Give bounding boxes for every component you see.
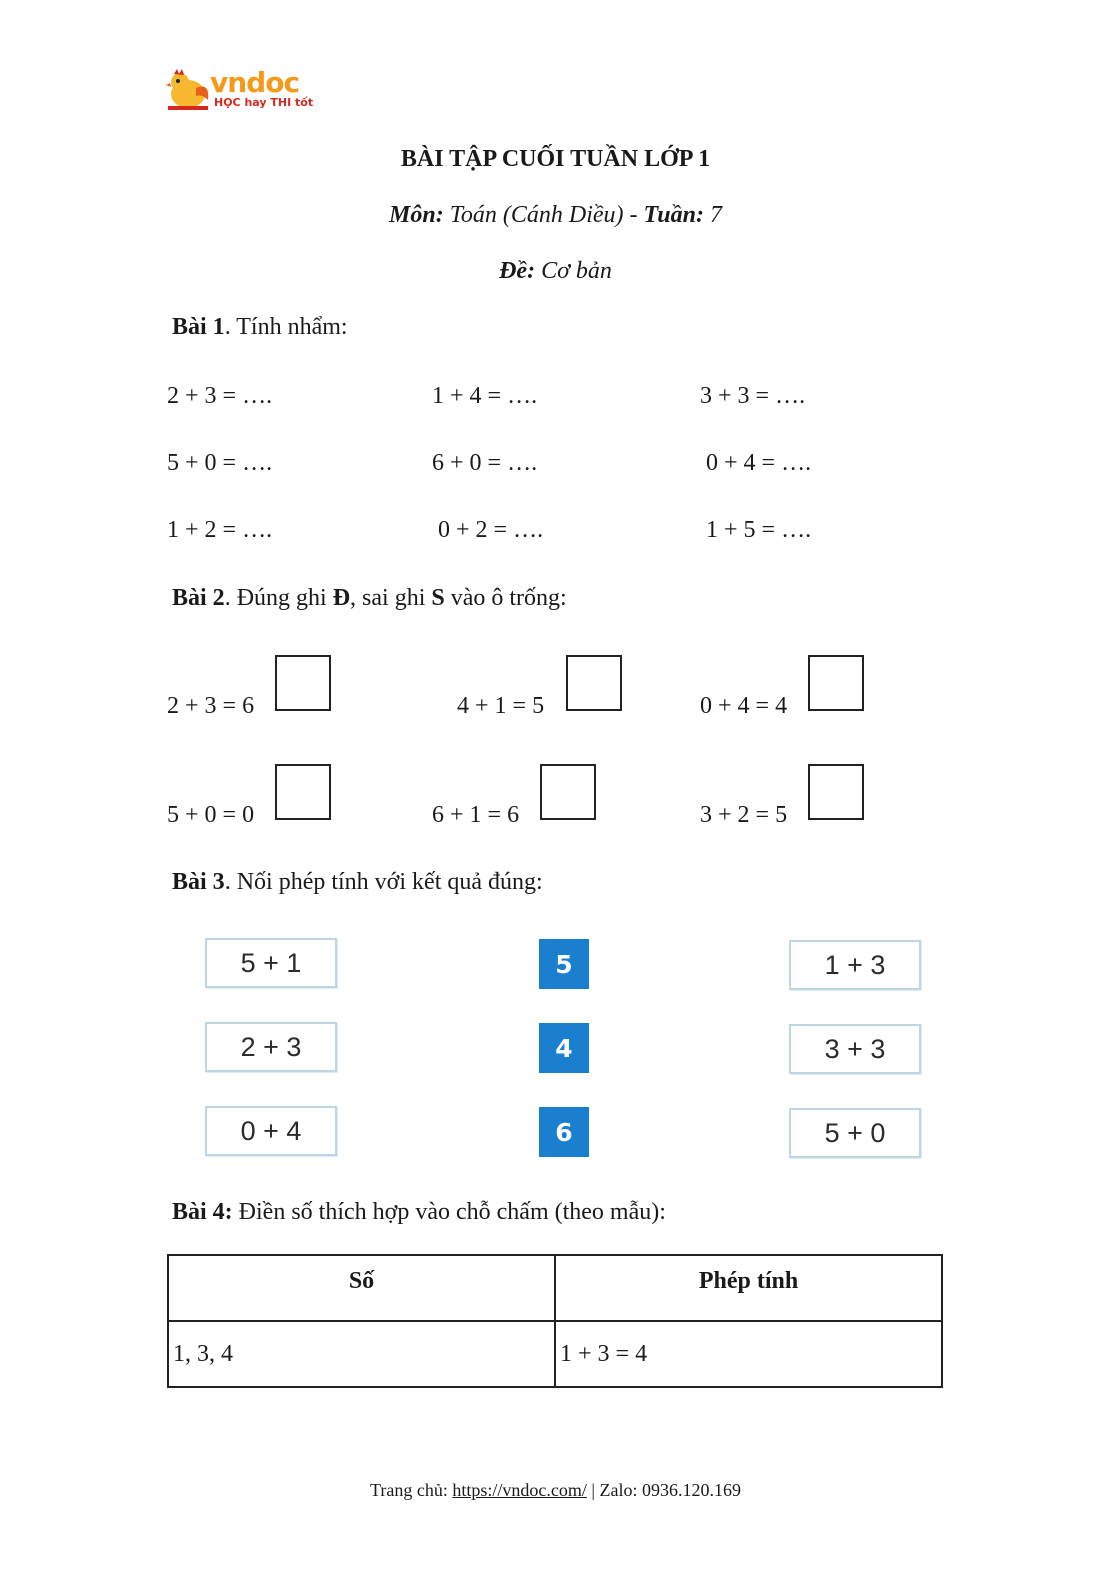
expression-card-right[interactable]: 5 + 0 bbox=[789, 1108, 921, 1158]
footer-suffix: | Zalo: 0936.120.169 bbox=[586, 1480, 741, 1500]
subject-label: Môn: bbox=[389, 202, 444, 228]
answer-box[interactable] bbox=[275, 764, 331, 820]
bai1-heading bbox=[172, 314, 348, 341]
page-footer bbox=[0, 1480, 1111, 1501]
result-number-tile[interactable]: 4 bbox=[539, 1023, 589, 1073]
bai1-item: 5 + 0 = …. bbox=[167, 450, 273, 476]
bai1-label: Bài 1 bbox=[172, 314, 225, 340]
bai2-statement: 5 + 0 = 0 bbox=[167, 802, 255, 828]
bai2-text: , sai ghi bbox=[350, 585, 432, 611]
table-header-row bbox=[168, 1255, 942, 1321]
bai2-heading bbox=[172, 585, 567, 612]
expression-card-right[interactable]: 1 + 3 bbox=[789, 940, 921, 990]
vndoc-logo bbox=[166, 66, 316, 116]
bai3-label: Bài 3 bbox=[172, 869, 225, 895]
answer-box[interactable] bbox=[808, 764, 864, 820]
bai2-false-mark: S bbox=[431, 585, 445, 611]
bai4-table bbox=[167, 1254, 943, 1388]
answer-box[interactable] bbox=[566, 655, 622, 711]
table-cell: 1, 3, 4 bbox=[168, 1321, 555, 1387]
bai2-text: . Đúng ghi bbox=[224, 585, 333, 611]
bai1-title: . Tính nhẩm: bbox=[224, 314, 348, 340]
bai2-statement: 0 + 4 = 4 bbox=[700, 693, 788, 719]
bai4-label: Bài 4: bbox=[172, 1199, 233, 1225]
table-header-so: Số bbox=[168, 1255, 555, 1321]
answer-box[interactable] bbox=[808, 655, 864, 711]
subject-value: Toán (Cánh Diều) - bbox=[443, 202, 644, 228]
bai4-title: Điền số thích hợp vào chỗ chấm (theo mẫu): bbox=[232, 1199, 666, 1225]
bai1-item: 1 + 4 = …. bbox=[432, 383, 538, 409]
bai1-item: 6 + 0 = …. bbox=[432, 450, 538, 476]
bai1-item: 1 + 2 = …. bbox=[167, 517, 273, 543]
week-value: 7 bbox=[703, 202, 722, 228]
expression-card-left[interactable]: 0 + 4 bbox=[205, 1106, 337, 1156]
answer-box[interactable] bbox=[275, 655, 331, 711]
logo-wordmark: vndoc bbox=[210, 66, 300, 99]
subject-line bbox=[0, 202, 1111, 229]
bai1-item: 2 + 3 = …. bbox=[167, 383, 273, 409]
week-label: Tuần: bbox=[643, 202, 704, 228]
expression-card-right[interactable]: 3 + 3 bbox=[789, 1024, 921, 1074]
level-value: Cơ bản bbox=[535, 258, 612, 284]
bai2-statement: 4 + 1 = 5 bbox=[457, 693, 545, 719]
bai1-item: 3 + 3 = …. bbox=[700, 383, 806, 409]
bai1-item: 0 + 2 = …. bbox=[438, 517, 544, 543]
bai2-label: Bài 2 bbox=[172, 585, 225, 611]
answer-box[interactable] bbox=[540, 764, 596, 820]
page-title: BÀI TẬP CUỐI TUẦN LỚP 1 bbox=[400, 146, 711, 172]
bai2-statement: 3 + 2 = 5 bbox=[700, 802, 788, 828]
bai2-true-mark: Đ bbox=[332, 585, 351, 611]
bai3-title: . Nối phép tính với kết quả đúng: bbox=[224, 869, 543, 895]
table-row bbox=[168, 1321, 942, 1387]
table-header-phep-tinh: Phép tính bbox=[555, 1255, 942, 1321]
bai4-heading bbox=[172, 1199, 666, 1226]
footer-prefix: Trang chủ: bbox=[370, 1480, 453, 1500]
bai2-text: vào ô trống: bbox=[444, 585, 567, 611]
expression-card-left[interactable]: 5 + 1 bbox=[205, 938, 337, 988]
expression-card-left[interactable]: 2 + 3 bbox=[205, 1022, 337, 1072]
homepage-link[interactable]: https://vndoc.com/ bbox=[452, 1480, 587, 1500]
level-label: Đề: bbox=[499, 258, 536, 284]
result-number-tile[interactable]: 5 bbox=[539, 939, 589, 989]
level-line bbox=[0, 258, 1111, 285]
table-cell: 1 + 3 = 4 bbox=[555, 1321, 942, 1387]
bai2-statement: 2 + 3 = 6 bbox=[167, 693, 255, 719]
logo-tagline: HỌC hay THI tốt bbox=[214, 96, 314, 109]
bai1-item: 0 + 4 = …. bbox=[706, 450, 812, 476]
result-number-tile[interactable]: 6 bbox=[539, 1107, 589, 1157]
bai1-item: 1 + 5 = …. bbox=[706, 517, 812, 543]
bai2-statement: 6 + 1 = 6 bbox=[432, 802, 520, 828]
bai3-heading bbox=[172, 869, 543, 896]
chicken-mascot-icon bbox=[166, 68, 212, 112]
